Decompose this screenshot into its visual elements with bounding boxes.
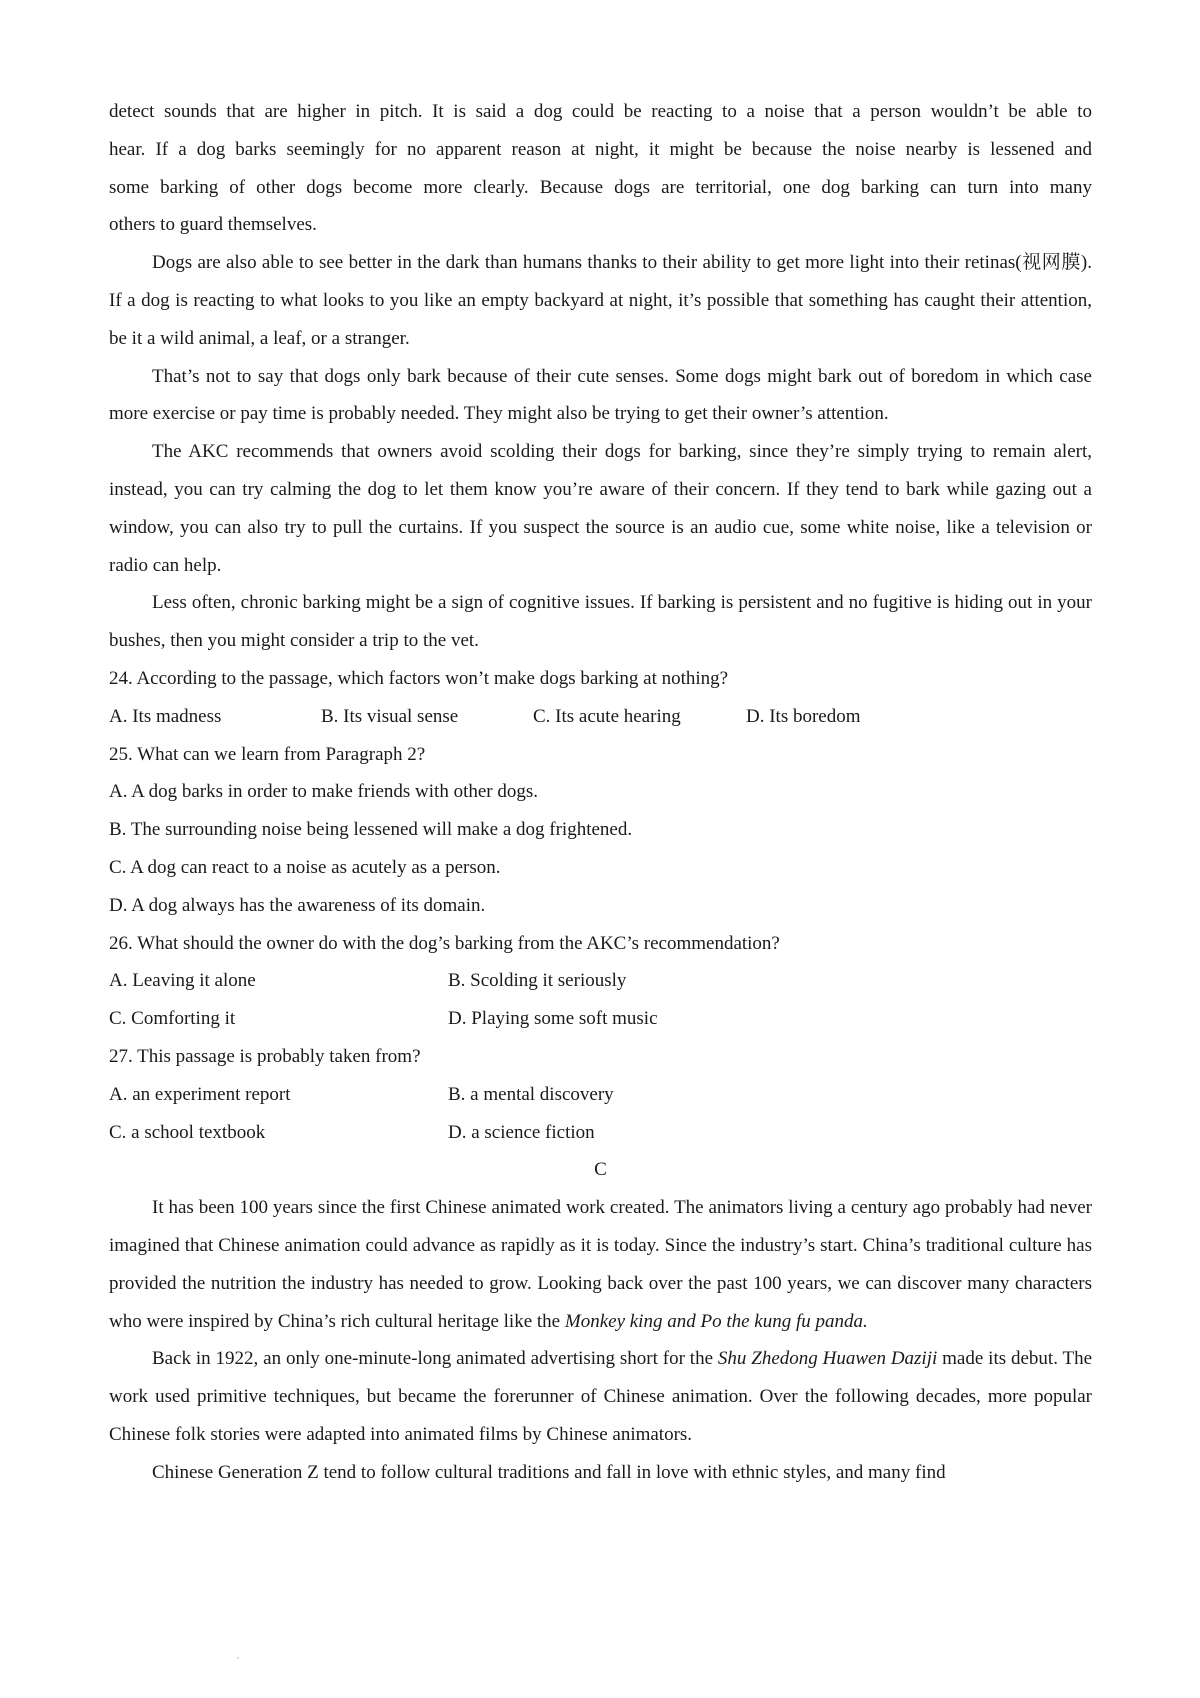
paragraph-text: made its debut. The work used primitive techniques, but became the forerunner of Chinese animation. Over the following decades, more popular Chinese folk stories were adapted into animated films by Chinese animators. [109, 1348, 1093, 1445]
option-b: B. The surrounding noise being lessened will make a dog frightened. [109, 819, 633, 841]
italic-titles: Monkey king and Po the kung fu panda. [564, 1310, 868, 1332]
section-heading: C [594, 1159, 607, 1181]
question-27 [109, 1038, 1092, 1151]
scan-speck [237, 1657, 239, 1659]
text-line: hear. If a dog barks seemingly for no apparent reason at night, it might be because the noise nearby is lessened and [109, 138, 1092, 160]
question-24 [109, 660, 1092, 736]
options-row [109, 698, 1092, 736]
option-d: D. a science fiction [448, 1121, 595, 1143]
paragraph-text: It has been 100 years since the first Chinese animated work created. The animators living a century ago probably had never imagined that Chinese animation could advance as rapidly as it is today. Since the industry’s start. China’s traditional culture has provided the nutrition the industry has needed to grow. Looking back over the past 100 years, we can discover many characters who were inspired by China’s rich cultural heritage like the [109, 1197, 1092, 1332]
options-row [109, 962, 1092, 1000]
option-a: A. Its madness [109, 705, 222, 727]
options-row [109, 1076, 1092, 1114]
option-c: C. A dog can react to a noise as acutely as a person. [109, 856, 501, 878]
paragraph-text: Back in 1922, an only one-minute-long animated advertising short for the [152, 1348, 718, 1370]
paragraph-boredom: That’s not to say that dogs only bark because of their cute senses. Some dogs might bark out of boredom in which case more exercise or pay time is probably needed. They might also be trying to get their owner’s attention. [109, 365, 1092, 425]
option-c: C. a school textbook [109, 1121, 266, 1143]
option-b: B. Its visual sense [321, 705, 459, 727]
paragraph-cognitive: Less often, chronic barking might be a sign of cognitive issues. If barking is persistent and no fugitive is hiding out in your bushes, then you might consider a trip to the vet. [109, 592, 1092, 652]
option-c: C. Its acute hearing [533, 705, 681, 727]
text-line: others to guard themselves. [109, 214, 317, 236]
paragraph-night-vision: Dogs are also able to see better in the dark than humans thanks to their ability to get more light into their retinas(视网膜). If a dog is reacting to what looks to you like an empty backyard at night, it’s possible that something has caught their attention, be it a wild animal, a leaf, or a stranger. [109, 252, 1092, 349]
option-d: D. Playing some soft music [448, 1008, 658, 1030]
paragraph-generation-z: Chinese Generation Z tend to follow cultural traditions and fall in love with ethnic styles, and many find [152, 1461, 946, 1483]
question-stem: 26. What should the owner do with the dog’s barking from the AKC’s recommendation? [109, 932, 780, 954]
option-a: A. Leaving it alone [109, 970, 256, 992]
paragraph-continued [109, 93, 1092, 244]
question-25 [109, 736, 1092, 925]
option-d: D. A dog always has the awareness of its domain. [109, 894, 486, 916]
option-c: C. Comforting it [109, 1008, 236, 1030]
italic-title: Shu Zhedong Huawen Daziji [717, 1348, 938, 1370]
option-d: D. Its boredom [746, 705, 861, 727]
paragraph-akc-advice: The AKC recommends that owners avoid scolding their dogs for barking, since they’re simply trying to remain alert, instead, you can try calming the dog to let them know you’re aware of their concern. If they tend to bark while gazing out a window, you can also try to pull the curtains. If you suspect the source is an audio cue, some white noise, like a television or radio can help. [109, 441, 1092, 576]
option-b: B. Scolding it seriously [448, 970, 627, 992]
option-b: B. a mental discovery [448, 1083, 614, 1105]
text-line: detect sounds that are higher in pitch. It is said a dog could be reacting to a noise that a person wouldn’t be able to [109, 101, 1092, 122]
question-stem: 27. This passage is probably taken from? [109, 1045, 421, 1067]
paragraph-1922-debut [109, 1340, 1092, 1453]
options-row [109, 1114, 1092, 1152]
question-stem: 25. What can we learn from Paragraph 2? [109, 743, 426, 765]
question-26 [109, 925, 1092, 1038]
exam-page [109, 93, 1092, 1491]
text-line: some barking of other dogs become more clearly. Because dogs are territorial, one dog barking can turn into many [109, 176, 1092, 198]
paragraph-animation-history [109, 1189, 1092, 1340]
question-stem: 24. According to the passage, which factors won’t make dogs barking at nothing? [109, 667, 729, 689]
options-row [109, 1000, 1092, 1038]
option-a: A. A dog barks in order to make friends with other dogs. [109, 781, 539, 803]
option-a: A. an experiment report [109, 1083, 291, 1105]
